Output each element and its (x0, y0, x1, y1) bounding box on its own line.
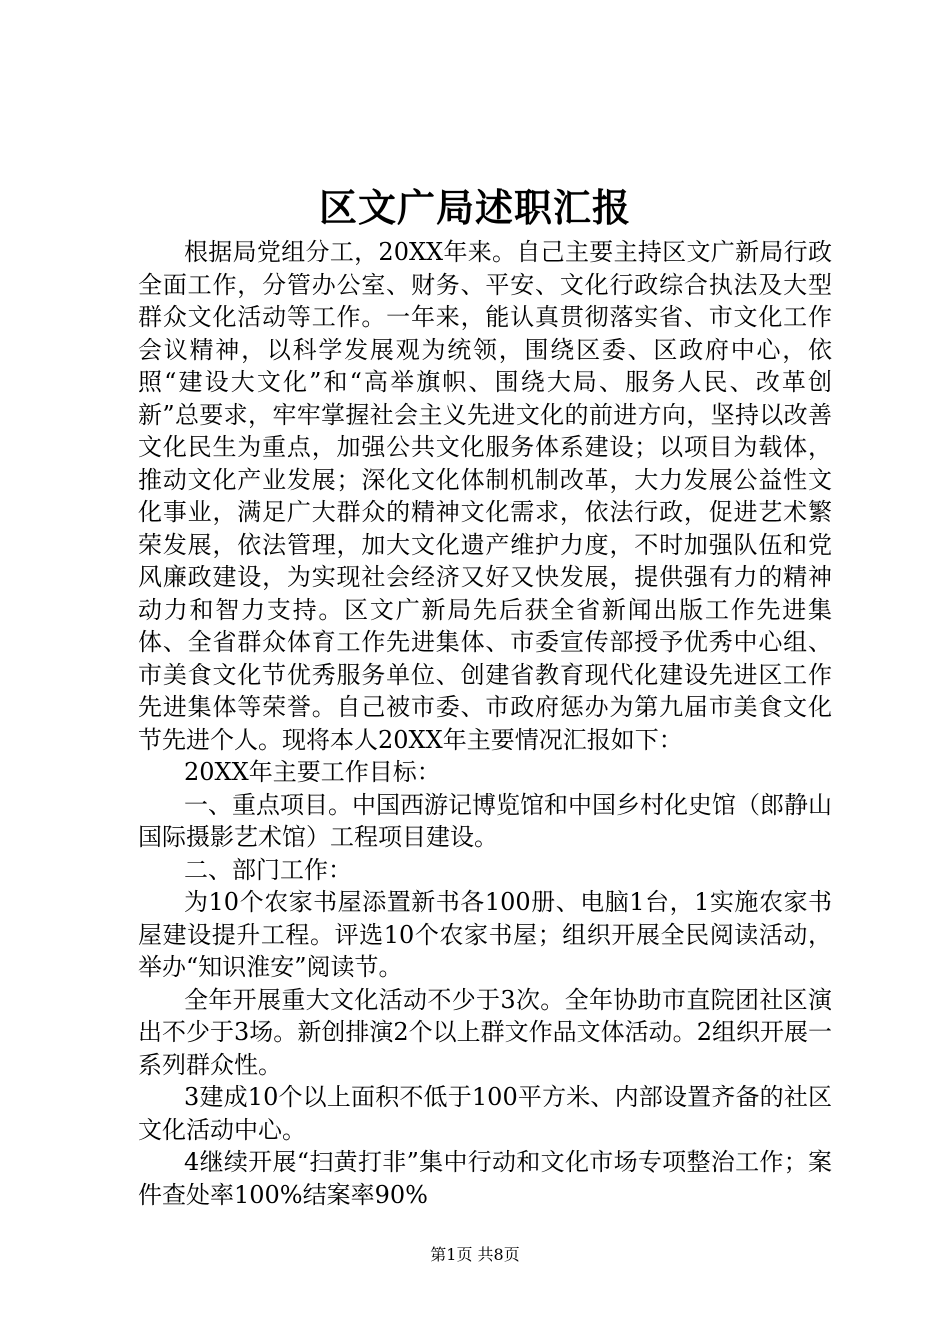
paragraph-library-books: 为10个农家书屋添置新书各100册、电脑1台，1实施农家书屋建设提升工程。评选10个农家书屋；组织开展全民阅读活动，举办“知识淮安”阅读节。 (138, 888, 832, 981)
document-title: 区文广局述职汇报 (318, 185, 631, 230)
paragraph-market-regulation: 4继续开展“扫黄打非”集中行动和文化市场专项整治工作；案件查处率100%结案率90% (138, 1148, 832, 1209)
paragraph-intro: 根据局党组分工，20XX年来。自己主要主持区文广新局行政全面工作，分管办公室、财务、平安、文化行政综合执法及大型群众文化活动等工作。一年来，能认真贯彻落实省、市文化工作会议精神，以科学发展观为统领，围绕区委、区政府中心，依照“建设大文化”和“高举旗帜、围绕大局、服务人民、改革创新”总要求，牢牢掌握社会主义先进文化的前进方向，坚持以改善文化民生为重点，加强公共文化服务体系建设；以项目为载体，推动文化产业发展；深化文化体制机制改革，大力发展公益性文化事业，满足广大群众的精神文化需求，依法行政，促进艺术繁荣发展，依法管理，加大文化遗产维护力度，不时加强队伍和党风廉政建设，为实现社会经济又好又快发展，提供强有力的精神动力和智力支持。区文广新局先后获全省新闻出版工作先进集体、全省群众体育工作先进集体、市委宣传部授予优秀中心组、市美食文化节优秀服务单位、创建省教育现代化建设先进区工作先进集体等荣誉。自己被市委、市政府惩办为第九届市美食文化节先进个人。现将本人20XX年主要情况汇报如下： (138, 238, 832, 754)
page-footer: 第1页 共8页 (430, 1245, 520, 1264)
document-body (138, 236, 832, 1211)
paragraph-key-projects: 一、重点项目。中国西游记博览馆和中国乡村化史馆（郎静山国际摄影艺术馆）工程项目建设。 (138, 790, 832, 851)
paragraph-department-work-heading: 二、部门工作： (184, 855, 352, 884)
paragraph-cultural-activities: 全年开展重大文化活动不少于3次。全年协助市直院团社区演出不少于3场。新创排演2个以上群文作品文体活动。2组织开展一系列群众性。 (138, 985, 832, 1079)
paragraph-community-centers: 3建成10个以上面积不低于100平方米、内部设置齐备的社区文化活动中心。 (138, 1083, 832, 1144)
paragraph-goals-heading: 20XX年主要工作目标： (184, 758, 441, 786)
